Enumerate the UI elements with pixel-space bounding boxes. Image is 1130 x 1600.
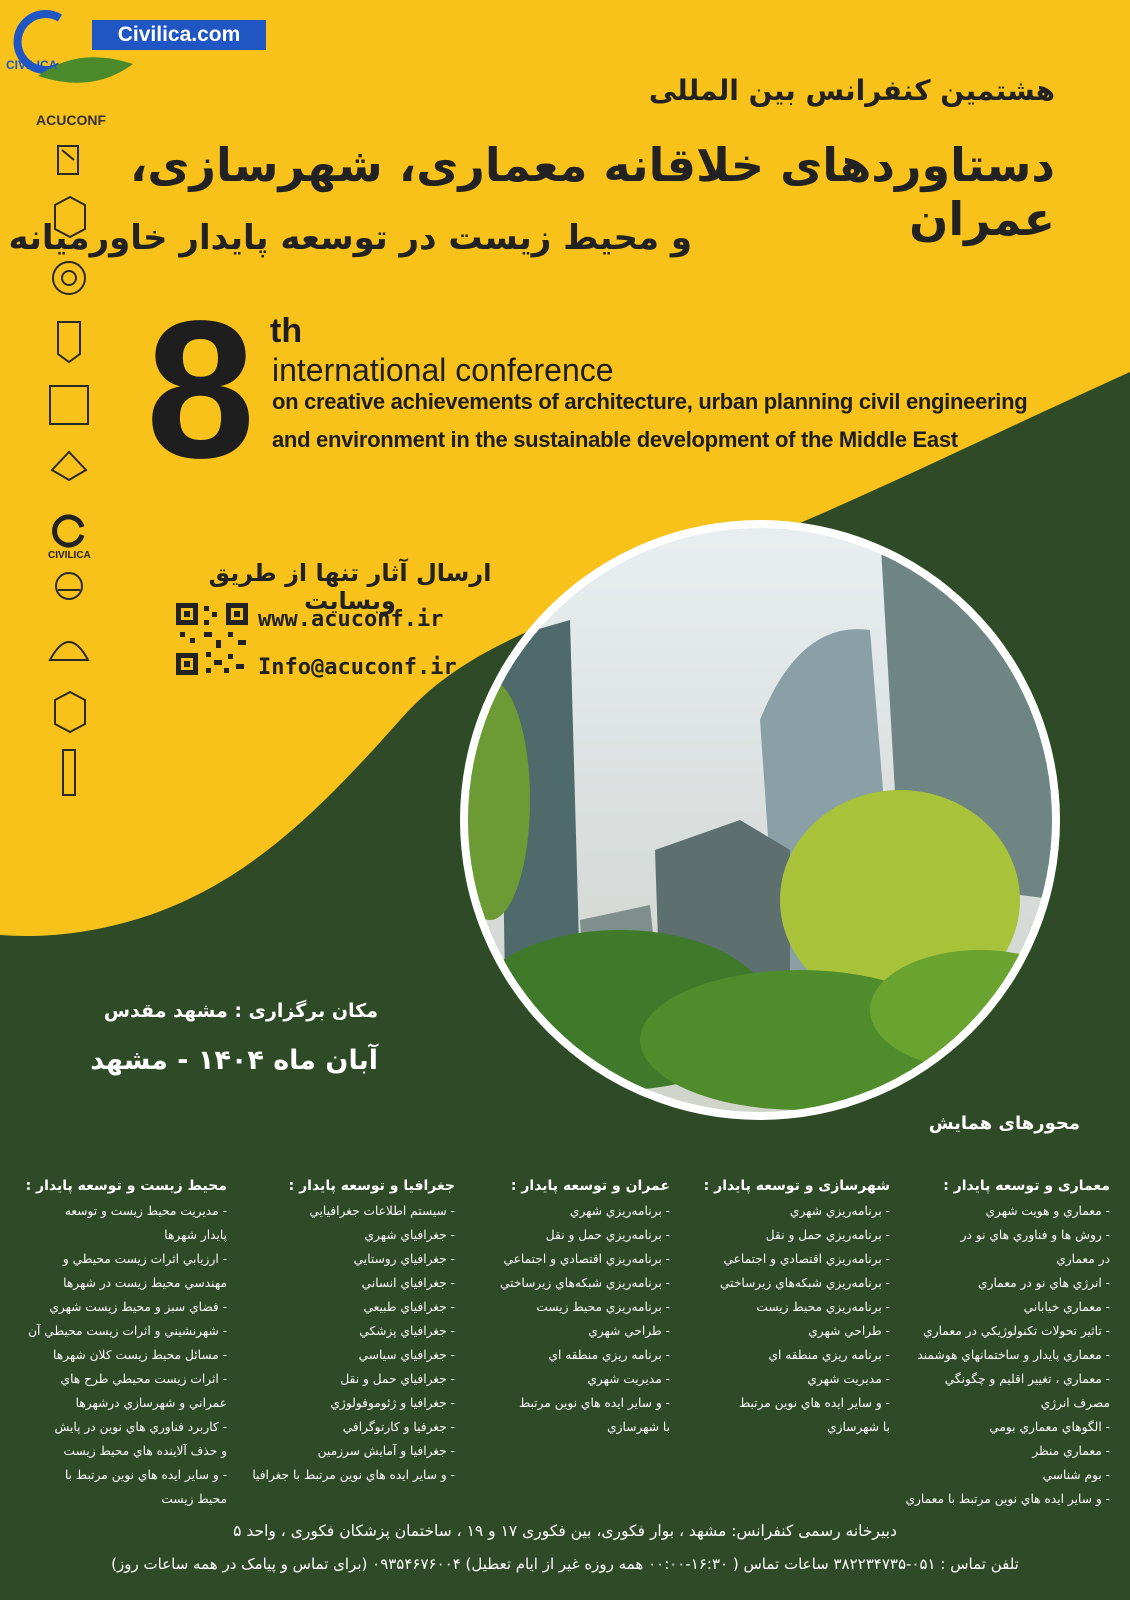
- contact-phone: تلفن تماس : ۰۵۱-۳۸۲۲۳۴۷۳۵ ساعات تماس ( ۱۶:۳۰-۰۰:۰۰ همه روزه غیر از ایام تعطیل) ۰۹۳۵۴۶۷۶۰۰۴ (برای تماس و پیامک در همه ساعات روز): [111, 1555, 1019, 1573]
- axis-item: - برنامه‌ريزي حمل و نقل: [545, 1228, 670, 1242]
- axis-item: - طراحي شهري: [808, 1324, 890, 1338]
- axis-heading: معماری و توسعه پایدار :: [943, 1178, 1110, 1194]
- event-date: آبان ماه ۱۴۰۴ - مشهد: [90, 1045, 378, 1076]
- axis-item: - جغرافياي شهري: [364, 1228, 455, 1242]
- axis-column-environment: [12, 1175, 227, 1511]
- email-link[interactable]: Info@acuconf.ir: [258, 655, 457, 680]
- website-link[interactable]: www.acuconf.ir: [258, 607, 444, 632]
- axis-item: - کاربرد فناوري هاي نوين در پايش: [54, 1420, 227, 1434]
- axis-item: - معماري خياباني: [1023, 1300, 1110, 1314]
- axis-item: و حذف آلاينده هاي محيط زيست: [63, 1444, 227, 1458]
- axis-item: - برنامه‌ريزي اقتصادي و اجتماعي: [723, 1252, 890, 1266]
- axis-item: - معماري پايدار و ساختمانهاي هوشمند: [917, 1348, 1110, 1362]
- axis-item: - مديريت شهري: [807, 1372, 890, 1386]
- axis-list: [675, 1199, 890, 1439]
- axis-item: - جغرافياي طبيعي: [363, 1300, 455, 1314]
- civilica-sidebar-label: CIVILICA: [48, 550, 91, 561]
- axis-item: - بوم شناسي: [1042, 1468, 1110, 1482]
- axis-item: - اثرات زيست محيطي طرح هاي: [60, 1372, 227, 1386]
- axis-item: - جغرافياي روستايي: [353, 1252, 455, 1266]
- axis-heading: شهرسازی و توسعه پایدار :: [703, 1178, 890, 1194]
- axis-item: - مسائل محيط زيست کلان شهرها: [53, 1348, 227, 1362]
- axis-item: - معماري و هويت شهري: [985, 1204, 1110, 1218]
- axis-item: - ارزيابي اثرات زيست محيطي و: [62, 1252, 227, 1266]
- venue: مکان برگزاری : مشهد مقدس: [103, 1000, 378, 1022]
- axis-item: - جغرافياي انساني: [361, 1276, 455, 1290]
- axis-heading: عمران و توسعه پایدار :: [510, 1178, 670, 1194]
- axis-item: - برنامه‌ريزي اقتصادي و اجتماعي: [503, 1252, 670, 1266]
- axis-item: - روش ها و فناوري هاي نو در: [960, 1228, 1110, 1242]
- axis-item: - برنامه ريزي منطقه اي: [548, 1348, 670, 1362]
- axis-item: - جغرافيا و آمايش سرزمين: [317, 1444, 455, 1458]
- axis-heading: محیط زیست و توسعه پایدار :: [25, 1178, 227, 1194]
- axis-column-architecture: [895, 1175, 1110, 1511]
- english-title-line2: on creative achievements of architecture, urban planning civil engineering: [272, 389, 1028, 414]
- axis-item: - جغرفيا و کارتوگرافي: [342, 1420, 455, 1434]
- axis-item: - و ساير ايده هاي نوين مرتبط: [518, 1396, 670, 1410]
- axis-item: - جغرافياي سياسي: [358, 1348, 455, 1362]
- axis-item: محيط زيست: [161, 1492, 227, 1506]
- axis-item: - و ساير ايده هاي نوين مرتبط با جغرافيا: [252, 1468, 455, 1482]
- axis-item: - جغرافيا و ژئوموفولوژي: [330, 1396, 455, 1410]
- axis-column-civil: [455, 1175, 670, 1439]
- civilica-badge[interactable]: Civilica.com: [92, 20, 266, 50]
- axis-item: با شهرسازي: [607, 1420, 670, 1434]
- axis-item: - فضاي سبز و محيط زيست شهري: [49, 1300, 227, 1314]
- title-small: هشتمین کنفرانس بین المللی: [648, 74, 1055, 107]
- axis-item: - معماري ، تغيير اقليم و چگونگي: [944, 1372, 1110, 1386]
- axis-list: [230, 1199, 455, 1487]
- axis-item: - برنامه‌ريزي شهري: [569, 1204, 670, 1218]
- axis-item: - برنامه‌ريزي محيط زيست: [536, 1300, 670, 1314]
- axis-item: - معماري منظر: [1032, 1444, 1110, 1458]
- axis-item: - و ساير ايده هاي نوين مرتبط: [738, 1396, 890, 1410]
- axis-item: عمراني و شهرسازي درشهرها: [75, 1396, 227, 1410]
- axis-column-geography: [230, 1175, 455, 1487]
- axis-list: [12, 1199, 227, 1511]
- axis-item: - الگوهاي معماري بومي: [989, 1420, 1110, 1434]
- axes-title: محورهای همایش: [928, 1113, 1080, 1134]
- axis-item: با شهرسازي: [827, 1420, 890, 1434]
- axis-item: پايدار شهرها: [164, 1228, 227, 1242]
- acuconf-label: ACUCONF: [36, 112, 106, 128]
- office-address: دبیرخانه رسمی کنفرانس: مشهد ، بوار فکوری، بین فکوری ۱۷ و ۱۹ ، ساختمان پزشکان فکوری ، واحد ۵: [233, 1522, 897, 1540]
- axis-item: - برنامه‌ريزي حمل و نقل: [765, 1228, 890, 1242]
- axis-item: - و ساير ايده هاي نوين مرتبط با معماري: [905, 1492, 1110, 1506]
- axis-item: - برنامه‌ريزي محيط زيست: [756, 1300, 890, 1314]
- axis-heading: جغرافیا و توسعه پایدار :: [288, 1178, 455, 1194]
- axis-item: - شهرنشيني و اثرات زيست محيطي آن: [28, 1324, 227, 1338]
- axis-item: - طراحي شهري: [588, 1324, 670, 1338]
- axis-column-urban: [675, 1175, 890, 1439]
- edition-number: 8: [146, 280, 256, 499]
- axis-item: - برنامه‌ريزي شبکه‌هاي زيرساختي: [500, 1276, 670, 1290]
- axis-list: [895, 1199, 1110, 1511]
- axis-item: - جغرافياي پزشکي: [359, 1324, 455, 1338]
- axis-item: - برنامه‌ريزي شبکه‌هاي زيرساختي: [720, 1276, 890, 1290]
- submit-note: ارسال آثار تنها از طریق وبسایت: [208, 559, 492, 615]
- title-main: دستاوردهای خلاقانه معماری، شهرسازی، عمران: [129, 138, 1055, 246]
- axis-item: - انرژي هاي نو در معماري: [978, 1276, 1110, 1290]
- english-title-line1: international conference: [272, 352, 614, 388]
- axis-item: در معماري: [1056, 1252, 1110, 1266]
- axis-item: - سيستم اطلاعات جغرافيايي: [309, 1204, 455, 1218]
- axis-list: [455, 1199, 670, 1439]
- edition-suffix: th: [270, 312, 303, 350]
- axis-item: - برنامه ريزي منطقه اي: [768, 1348, 890, 1362]
- axis-item: - جغرافياي حمل و نقل: [340, 1372, 455, 1386]
- title-main-line2: و محیط زیست در توسعه پایدار خاورمیانه: [8, 218, 692, 258]
- axis-item: - و ساير ايده هاي نوين مرتبط با: [64, 1468, 227, 1482]
- axis-item: - برنامه‌ريزي شهري: [789, 1204, 890, 1218]
- axis-item: - مديريت محيط زيست و توسعه: [64, 1204, 227, 1218]
- english-title-line3: and environment in the sustainable development of the Middle East: [272, 427, 958, 452]
- axis-item: مهندسي محيط زيست در شهرها: [63, 1276, 227, 1290]
- axis-item: مصرف انرژي: [1040, 1396, 1110, 1410]
- axis-item: - تاثير تحولات تکنولوژيکي در معماري: [923, 1324, 1110, 1338]
- civilica-small-label: CIVILICA: [6, 58, 58, 72]
- axis-item: - مديريت شهري: [587, 1372, 670, 1386]
